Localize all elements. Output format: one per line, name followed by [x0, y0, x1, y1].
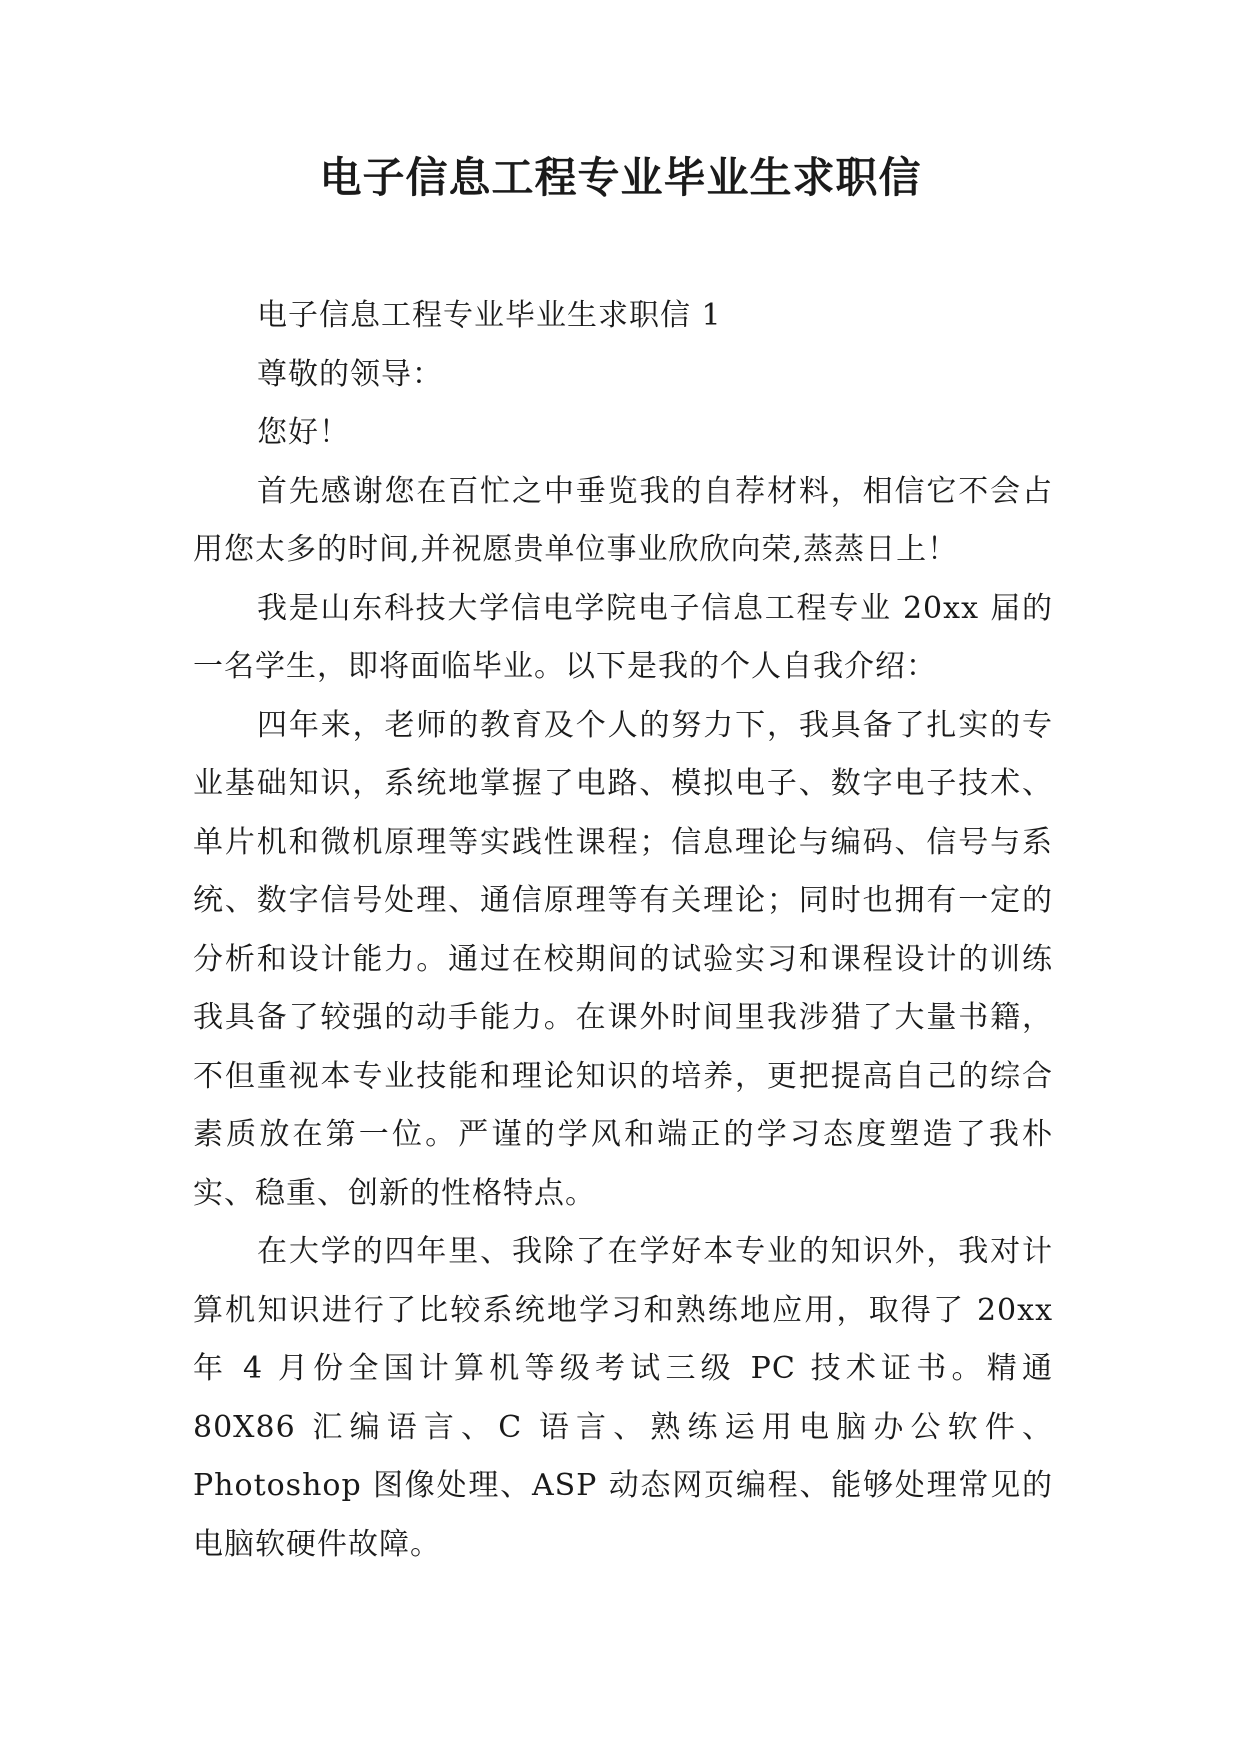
- paragraph-salutation: 尊敬的领导：: [257, 356, 443, 392]
- paragraph-introduction: 我是山东科技大学信电学院电子信息工程专业 20xx 届的一名学生，即将面临毕业。以下是我的个人自我介绍：: [193, 590, 1053, 684]
- document-body: [193, 287, 1053, 1574]
- paragraph-greeting: 您好！: [257, 415, 350, 450]
- paragraph-thanks: 首先感谢您在百忙之中垂览我的自荐材料，相信它不会占用您太多的时间,并祝愿贵单位事业欣欣向荣,蒸蒸日上！: [193, 473, 1053, 567]
- paragraph-heading: 电子信息工程专业毕业生求职信 1: [257, 298, 722, 333]
- paragraph-computer-skills: 在大学的四年里、我除了在学好本专业的知识外，我对计算机知识进行了比较系统地学习和熟练地应用，取得了 20xx 年 4 月份全国计算机等级考试三级 PC 技术证书。精通 80X86 汇编语言、C 语言、熟练运用电脑办公软件、Photoshop 图像处理、ASP 动态网页编程、能够处理常见的电脑软硬件故障。: [193, 1234, 1053, 1562]
- paragraph-education: 四年来，老师的教育及个人的努力下，我具备了扎实的专业基础知识，系统地掌握了电路、模拟电子、数字电子技术、单片机和微机原理等实践性课程；信息理论与编码、信号与系统、数字信号处理、通信原理等有关理论；同时也拥有一定的分析和设计能力。通过在校期间的试验实习和课程设计的训练我具备了较强的动手能力。在课外时间里我涉猎了大量书籍，不但重视本专业技能和理论知识的培养，更把提高自己的综合素质放在第一位。严谨的学风和端正的学习态度塑造了我朴实、稳重、创新的性格特点。: [193, 707, 1053, 1211]
- document-title: 电子信息工程专业毕业生求职信: [319, 153, 922, 202]
